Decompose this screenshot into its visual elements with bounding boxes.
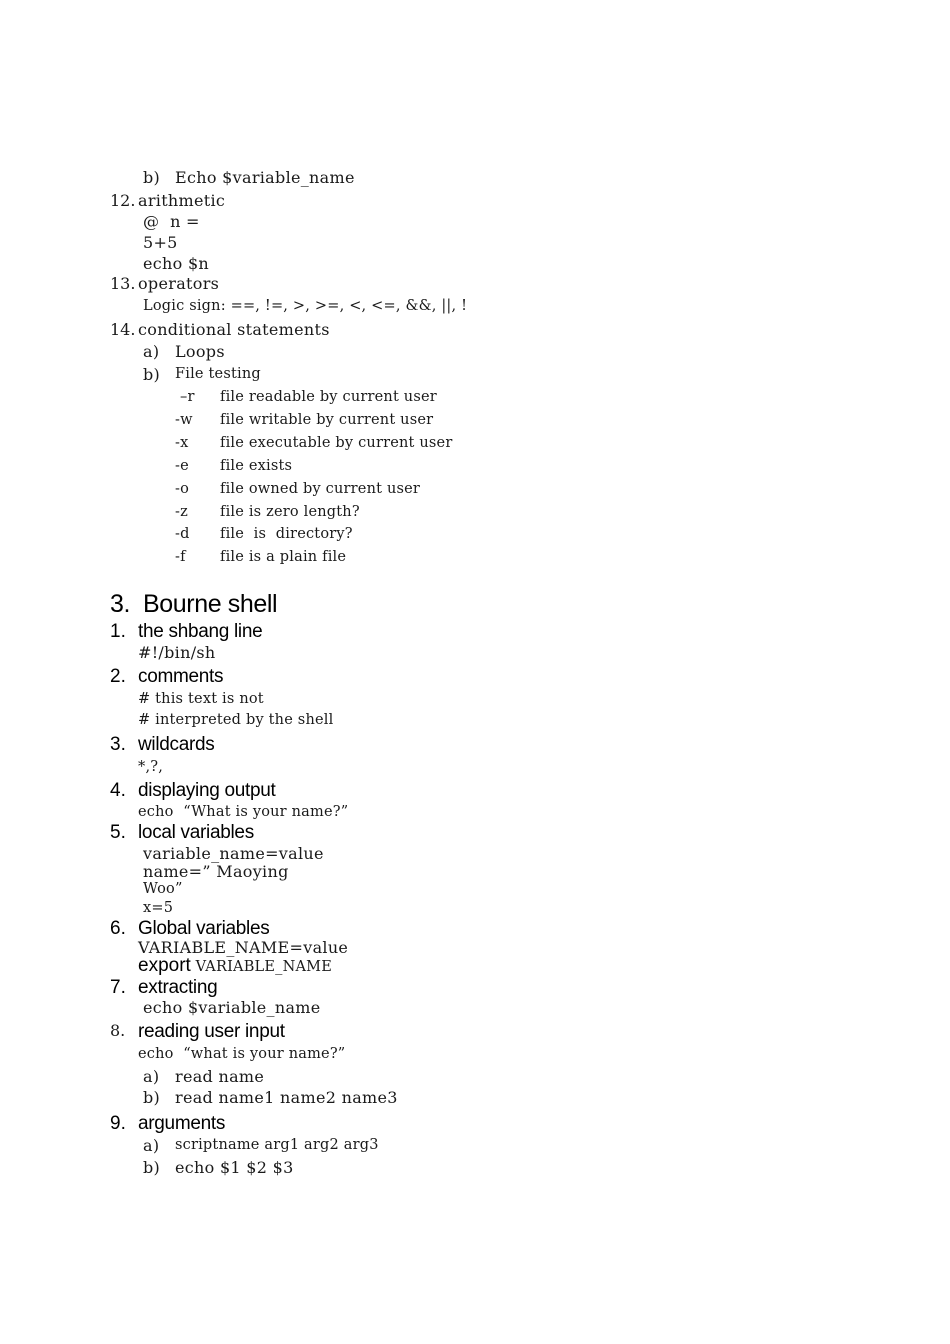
list-text: read name bbox=[175, 1067, 265, 1086]
code-line: echo “what is your name?” bbox=[138, 1046, 346, 1062]
test-flag: -o bbox=[175, 481, 190, 497]
item-title: comments bbox=[138, 666, 224, 687]
item-number: 2. bbox=[110, 666, 126, 687]
code-line: echo $variable_name bbox=[143, 998, 321, 1017]
test-desc: file owned by current user bbox=[220, 481, 421, 497]
list-text: echo $1 $2 $3 bbox=[175, 1158, 294, 1177]
code-line: Woo” bbox=[143, 881, 183, 897]
list-label: a) bbox=[143, 1067, 160, 1086]
list-label: a) bbox=[143, 1136, 160, 1155]
item-number: 7. bbox=[110, 977, 126, 998]
list-text: File testing bbox=[175, 366, 261, 382]
code-line bbox=[138, 956, 332, 975]
item-title: extracting bbox=[138, 977, 218, 998]
export-keyword: export bbox=[138, 955, 191, 976]
item-title: arguments bbox=[138, 1113, 226, 1134]
test-desc: file executable by current user bbox=[220, 435, 453, 451]
list-text: scriptname arg1 arg2 arg3 bbox=[175, 1137, 379, 1153]
item-number: 6. bbox=[110, 918, 126, 939]
item-title: conditional statements bbox=[138, 320, 330, 339]
list-label: b) bbox=[143, 1158, 161, 1177]
code-line: name=” Maoying bbox=[143, 862, 289, 881]
test-desc: file readable by current user bbox=[220, 389, 437, 405]
list-text: read name1 name2 name3 bbox=[175, 1088, 398, 1107]
code-line: x=5 bbox=[143, 900, 174, 916]
section-number: 3. bbox=[110, 590, 131, 618]
test-flag: –r bbox=[180, 389, 195, 405]
code-line: # this text is not bbox=[138, 691, 264, 707]
item-number: 14. bbox=[110, 320, 136, 339]
item-number: 4. bbox=[110, 780, 126, 801]
item-title: wildcards bbox=[138, 734, 215, 755]
item-title: arithmetic bbox=[138, 191, 226, 210]
test-flag: -d bbox=[175, 526, 190, 542]
item-number: 8. bbox=[110, 1021, 126, 1040]
list-text: Loops bbox=[175, 342, 225, 361]
item-title: displaying output bbox=[138, 780, 276, 801]
code-line: VARIABLE_NAME=value bbox=[138, 938, 349, 957]
code-line: @ n = bbox=[143, 212, 200, 231]
list-text: Echo $variable_name bbox=[175, 168, 355, 187]
test-flag: -e bbox=[175, 458, 189, 474]
item-number: 3. bbox=[110, 734, 126, 755]
item-title: reading user input bbox=[138, 1021, 285, 1042]
list-label: a) bbox=[143, 342, 160, 361]
item-title: Global variables bbox=[138, 918, 270, 939]
item-title: operators bbox=[138, 274, 220, 293]
item-number: 1. bbox=[110, 621, 126, 642]
code-line: echo “What is your name?” bbox=[138, 804, 349, 820]
test-desc: file writable by current user bbox=[220, 412, 434, 428]
code-line: variable_name=value bbox=[143, 844, 324, 863]
test-desc: file is a plain file bbox=[220, 549, 347, 565]
code-line: 5+5 bbox=[143, 233, 178, 252]
test-desc: file exists bbox=[220, 458, 293, 474]
code-line: # interpreted by the shell bbox=[138, 712, 334, 728]
test-flag: -f bbox=[175, 549, 186, 565]
code-line: *,?, bbox=[138, 759, 164, 775]
test-flag: -z bbox=[175, 504, 188, 520]
test-desc: file is directory? bbox=[220, 526, 353, 542]
item-number: 12. bbox=[110, 191, 136, 210]
item-title: local variables bbox=[138, 822, 254, 843]
item-title: the shbang line bbox=[138, 621, 263, 642]
section-title: Bourne shell bbox=[143, 590, 278, 618]
item-number: 13. bbox=[110, 274, 136, 293]
list-label: b) bbox=[143, 168, 161, 187]
list-label: b) bbox=[143, 1088, 161, 1107]
item-number: 9. bbox=[110, 1113, 126, 1134]
item-number: 5. bbox=[110, 822, 126, 843]
test-desc: file is zero length? bbox=[220, 504, 360, 520]
list-label: b) bbox=[143, 365, 161, 384]
code-text: VARIABLE_NAME bbox=[190, 959, 333, 975]
code-line: #!/bin/sh bbox=[138, 643, 216, 662]
code-line: Logic sign: ==, !=, >, >=, <, <=, &&, ||, ! bbox=[143, 298, 468, 314]
test-flag: -w bbox=[175, 412, 193, 428]
test-flag: -x bbox=[175, 435, 189, 451]
code-line: echo $n bbox=[143, 254, 210, 273]
